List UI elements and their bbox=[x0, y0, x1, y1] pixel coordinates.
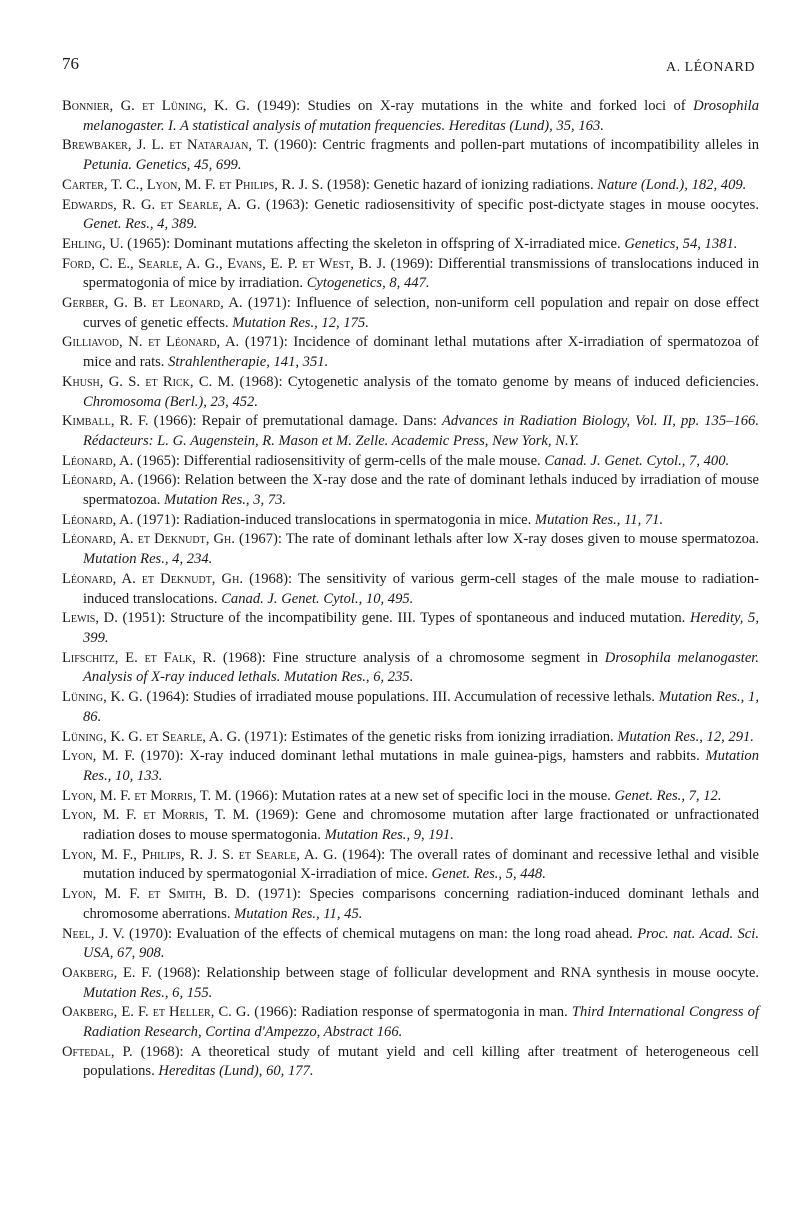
reference-source: Cytogenetics, 8, 447. bbox=[306, 275, 430, 292]
reference-entry bbox=[62, 846, 759, 885]
reference-authors: Oakberg, E. F. et Heller, C. G. bbox=[62, 1004, 251, 1021]
reference-entry bbox=[62, 925, 759, 964]
reference-title: (1958): Genetic hazard of ionizing radiations. bbox=[323, 176, 598, 193]
reference-title: (1966): Relation between the X-ray dose and the rate of dominant lethals induced by irradiation of mouse spermatozoa. bbox=[83, 472, 759, 509]
reference-authors: Gilliavod, N. et Léonard, A. bbox=[62, 334, 240, 351]
reference-source: Advances in Radiation Biology, Vol. II, pp. 135–166. Rédacteurs: L. G. Augenstein, R. Mason et M. Zelle. Academic Press, New York, N.Y. bbox=[83, 413, 759, 449]
reference-entry bbox=[62, 294, 759, 333]
reference-source: Genet. Res., 5, 448. bbox=[431, 866, 546, 883]
reference-title: (1971): Incidence of dominant lethal mutations after X-irradiation of spermatozoa of mice and rats. bbox=[83, 334, 759, 371]
reference-authors: Léonard, A. et Deknudt, Gh. bbox=[62, 531, 235, 548]
reference-source: Hereditas (Lund), 60, 177. bbox=[158, 1063, 314, 1080]
reference-title: (1969): Gene and chromosome mutation after large fractionated or unfractionated radiation doses to mouse spermatogonia. bbox=[83, 807, 759, 844]
reference-authors: Edwards, R. G. et Searle, A. G. bbox=[62, 196, 261, 213]
reference-title: (1965): Dominant mutations affecting the skeleton in offspring of X-irradiated mice. bbox=[123, 235, 625, 252]
reference-entry bbox=[62, 747, 759, 786]
reference-title: (1951): Structure of the incompatibility gene. III. Types of spontaneous and induced mutation. bbox=[117, 610, 690, 627]
reference-source: Mutation Res., 4, 234. bbox=[83, 551, 213, 568]
reference-source: Mutation Res., 12, 175. bbox=[232, 314, 369, 331]
reference-title: (1970): Evaluation of the effects of chemical mutagens on man: the long road ahead. bbox=[124, 925, 638, 942]
reference-title: (1971): Estimates of the genetic risks from ionizing irradiation. bbox=[240, 728, 618, 745]
reference-title: (1970): X-ray induced dominant lethal mutations in male guinea-pigs, hamsters and rabbits. bbox=[134, 748, 706, 765]
reference-source: Third International Congress of Radiation Research, Cortina d'Ampezzo, Abstract 166. bbox=[83, 1004, 759, 1041]
reference-source: Mutation Res., 10, 133. bbox=[83, 748, 759, 784]
reference-authors: Ford, C. E., Searle, A. G., Evans, E. P. et West, B. J. bbox=[62, 255, 386, 272]
reference-title: (1964): Studies of irradiated mouse populations. III. Accumulation of recessive lethals. bbox=[142, 689, 659, 706]
reference-list bbox=[62, 97, 759, 1082]
reference-title: (1971): Species comparisons concerning radiation-induced dominant lethals and chromosome aberrations. bbox=[83, 886, 759, 922]
reference-source: Mutation Res., 12, 291. bbox=[617, 728, 754, 745]
reference-source: Heredity, 5, 399. bbox=[83, 610, 759, 646]
reference-entry bbox=[62, 373, 759, 412]
reference-entry bbox=[62, 136, 759, 175]
reference-entry bbox=[62, 649, 759, 688]
page-header bbox=[62, 46, 755, 76]
reference-authors: Léonard, A. bbox=[62, 452, 134, 469]
reference-title: (1963): Genetic radiosensitivity of specific post-dictyate stages in mouse oocytes. bbox=[260, 196, 759, 213]
reference-source: Mutation Res., 11, 71. bbox=[534, 511, 664, 528]
reference-entry bbox=[62, 530, 759, 569]
reference-title: (1968): Fine structure analysis of a chromosome segment in bbox=[216, 649, 605, 666]
reference-authors: Lewis, D. bbox=[62, 610, 118, 627]
reference-entry bbox=[62, 235, 759, 255]
reference-source: Mutation Res., 6, 155. bbox=[83, 984, 213, 1001]
running-head: A. LÉONARD bbox=[666, 60, 755, 75]
reference-authors: Lyon, M. F. et Smith, B. D. bbox=[62, 886, 250, 903]
reference-title: (1966): Repair of premutational damage. Dans: bbox=[148, 413, 442, 430]
page-number: 76 bbox=[62, 54, 79, 73]
reference-source: Nature (Lond.), 182, 409. bbox=[597, 176, 747, 193]
reference-authors: Lyon, M. F. et Morris, T. M. bbox=[62, 787, 232, 804]
reference-authors: Léonard, A. et Deknudt, Gh. bbox=[62, 570, 243, 587]
reference-entry bbox=[62, 452, 759, 472]
reference-authors: Bonnier, G. et Lüning, K. G. bbox=[62, 98, 250, 114]
reference-authors: Lifschitz, E. et Falk, R. bbox=[62, 649, 217, 666]
reference-entry bbox=[62, 728, 759, 748]
reference-entry bbox=[62, 964, 759, 1003]
reference-title: (1971): Influence of selection, non-uniform cell population and repair on dose effect curves of genetic effects. bbox=[83, 295, 759, 331]
reference-title: (1971): Radiation-induced translocations in spermatogonia in mice. bbox=[133, 511, 535, 528]
reference-source: Proc. nat. Acad. Sci. USA, 67, 908. bbox=[83, 925, 759, 962]
reference-entry bbox=[62, 1043, 759, 1082]
reference-entry bbox=[62, 609, 759, 648]
reference-source: Petunia. Genetics, 45, 699. bbox=[83, 157, 242, 174]
reference-title: (1966): Mutation rates at a new set of specific loci in the mouse. bbox=[231, 787, 615, 804]
reference-source: Mutation Res., 9, 191. bbox=[324, 827, 454, 844]
reference-source: Genet. Res., 7, 12. bbox=[614, 787, 722, 804]
reference-authors: Lyon, M. F. et Morris, T. M. bbox=[62, 807, 250, 824]
reference-authors: Gerber, G. B. et Leonard, A. bbox=[62, 295, 243, 312]
reference-source: Genet. Res., 4, 389. bbox=[83, 216, 198, 233]
reference-entry bbox=[62, 570, 759, 609]
reference-entry bbox=[62, 471, 759, 510]
reference-source: Canad. J. Genet. Cytol., 10, 495. bbox=[221, 590, 414, 607]
reference-authors: Lyon, M. F. bbox=[62, 748, 135, 765]
reference-entry bbox=[62, 1003, 759, 1042]
reference-entry bbox=[62, 97, 759, 136]
reference-authors: Oakberg, E. F. bbox=[62, 964, 152, 981]
reference-authors: Khush, G. S. et Rick, C. M. bbox=[62, 373, 235, 390]
reference-authors: Brewbaker, J. L. et Natarajan, T. bbox=[62, 137, 269, 154]
reference-authors: Carter, T. C., Lyon, M. F. et Philips, R. J. S. bbox=[62, 176, 324, 193]
reference-authors: Lüning, K. G. bbox=[62, 689, 143, 706]
reference-entry bbox=[62, 412, 759, 451]
reference-title: (1966): Radiation response of spermatogonia in man. bbox=[250, 1004, 572, 1021]
reference-source: Mutation Res., 1, 86. bbox=[83, 689, 759, 725]
reference-source: Strahlentherapie, 141, 351. bbox=[168, 354, 329, 371]
reference-entry bbox=[62, 255, 759, 294]
reference-source: Canad. J. Genet. Cytol., 7, 400. bbox=[544, 452, 730, 469]
reference-entry bbox=[62, 333, 759, 372]
reference-entry bbox=[62, 806, 759, 845]
reference-title: (1967): The rate of dominant lethals after low X-ray doses given to mouse spermatozoa. bbox=[234, 531, 759, 548]
reference-title: (1960): Centric fragments and pollen-part mutations of incompatibility alleles in bbox=[268, 137, 759, 154]
reference-source: Drosophila melanogaster. I. A statistical analysis of mutation frequencies. Hereditas (Lund), 35, 163. bbox=[83, 98, 760, 134]
reference-entry bbox=[62, 787, 759, 807]
reference-authors: Ehling, U. bbox=[62, 235, 124, 252]
reference-title: (1968): The sensitivity of various germ-cell stages of the male mouse to radiation-induced translocations. bbox=[83, 570, 759, 607]
reference-source: Genetics, 54, 1381. bbox=[624, 235, 738, 252]
reference-source: Mutation Res., 11, 45. bbox=[234, 905, 363, 922]
reference-source: Chromosoma (Berl.), 23, 452. bbox=[83, 393, 258, 410]
reference-authors: Lüning, K. G. et Searle, A. G. bbox=[62, 728, 241, 745]
reference-title: (1965): Differential radiosensitivity of germ-cells of the male mouse. bbox=[133, 452, 545, 469]
reference-title: (1968): Cytogenetic analysis of the tomato genome by means of induced deficiencies. bbox=[234, 373, 759, 390]
reference-source: Drosophila melanogaster. Analysis of X-ray induced lethals. Mutation Res., 6, 235. bbox=[83, 649, 759, 686]
reference-title: (1968): A theoretical study of mutant yield and cell killing after treatment of heterogeneous cell populations. bbox=[83, 1043, 759, 1080]
reference-entry bbox=[62, 176, 759, 196]
reference-title: (1968): Relationship between stage of follicular development and RNA synthesis in mouse oocyte. bbox=[151, 964, 759, 981]
reference-entry bbox=[62, 511, 759, 531]
reference-authors: Kimball, R. F. bbox=[62, 413, 149, 430]
reference-title: (1964): The overall rates of dominant and recessive lethal and visible mutation induced by spermatogonial X-irradiation of mice. bbox=[83, 846, 759, 883]
reference-authors: Lyon, M. F., Philips, R. J. S. et Searle, A. G. bbox=[62, 846, 338, 863]
reference-authors: Léonard, A. bbox=[62, 511, 134, 528]
reference-title: (1969): Differential transmissions of translocations induced in spermatogonia of mice by irradiation. bbox=[83, 255, 759, 292]
reference-entry bbox=[62, 688, 759, 727]
reference-entry bbox=[62, 196, 759, 235]
reference-source: Mutation Res., 3, 73. bbox=[164, 492, 287, 509]
reference-authors: Oftedal, P. bbox=[62, 1043, 133, 1060]
reference-title: (1949): Studies on X-ray mutations in the white and forked loci of bbox=[249, 98, 694, 114]
reference-authors: Léonard, A. bbox=[62, 472, 134, 489]
reference-authors: Neel, J. V. bbox=[62, 925, 125, 942]
reference-entry bbox=[62, 885, 759, 924]
